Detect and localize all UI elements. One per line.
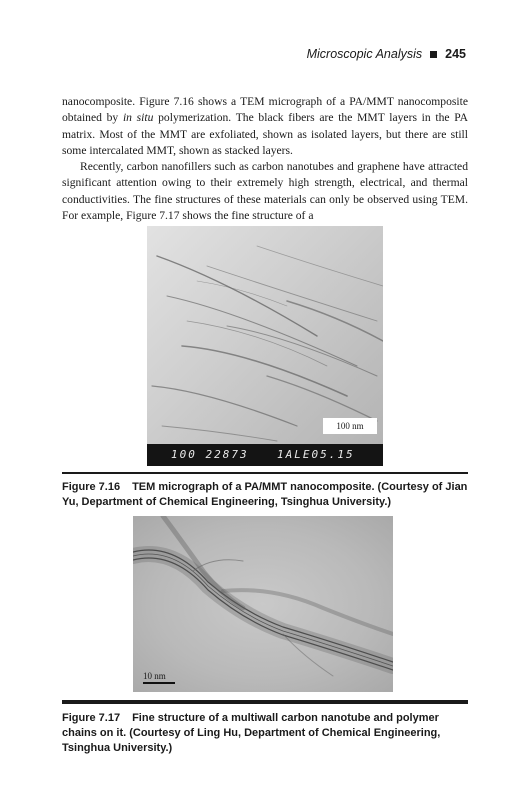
square-bullet-icon: [430, 51, 437, 58]
figure-7-16-info-left: 100 22873: [171, 448, 249, 461]
figure-7-16-info-bar: [147, 444, 383, 466]
figure-7-17-caption-text: Fine structure of a multiwall carbon nanotube and polymer chains on it. (Courtesy of Ling Hu, Department of Chemical Engineering, Tsinghua University.): [62, 712, 441, 754]
figure-7-17-caption-label: Figure 7.17: [62, 712, 121, 724]
running-head: [307, 47, 466, 61]
paragraph-1-part-b: polymerization. The black fibers are the MMT layers in the PA matrix. Most of the MMT are exfoliated, shown as isolated layers, but there are still some intercalated MMT, shown as stacked layers.: [62, 111, 469, 157]
figure-7-17-scale-bar: [143, 671, 175, 684]
figure-7-16-caption-rule: [62, 472, 468, 474]
figure-7-16-info-right: 1ALE05.15: [277, 448, 355, 461]
figure-7-16-caption-text: TEM micrograph of a PA/MMT nanocomposite. (Courtesy of Jian Yu, Department of Chemical Engineering, Tsinghua University.): [62, 481, 468, 508]
figure-7-16-caption: [62, 480, 472, 510]
figure-7-17-scale-label: 10 nm: [143, 671, 166, 681]
running-head-section: Microscopic Analysis: [306, 47, 423, 61]
paragraph-1: [62, 94, 468, 159]
paragraph-2: Recently, carbon nanofillers such as carbon nanotubes and graphene have attracted significant attention owing to their extremely high strength, electrical, and thermal conductivities. The fine structures of these materials can only be observed using TEM. For example, Figure 7.17 shows the fine structure of a: [62, 160, 468, 223]
nanotube-texture: [133, 516, 393, 692]
scale-bar-line: [143, 682, 175, 684]
figure-7-16-scale-label: 100 nm: [323, 418, 377, 434]
page-number: 245: [445, 47, 466, 61]
paragraph-1-emphasis: in situ: [122, 111, 154, 125]
figure-7-16-micrograph: [147, 226, 383, 466]
figure-7-17-micrograph: [133, 516, 393, 692]
figure-7-16-caption-label: Figure 7.16: [62, 481, 121, 493]
body-text: [62, 94, 468, 224]
figure-7-17-caption-rule: [62, 700, 468, 704]
paragraph-1-part-a: nanocomposite. Figure 7.16 shows a TEM micrograph of a PA/MMT nanocomposite obtained by: [62, 95, 468, 125]
figure-7-17-caption: [62, 711, 472, 756]
mmt-layers-texture: [147, 226, 383, 444]
